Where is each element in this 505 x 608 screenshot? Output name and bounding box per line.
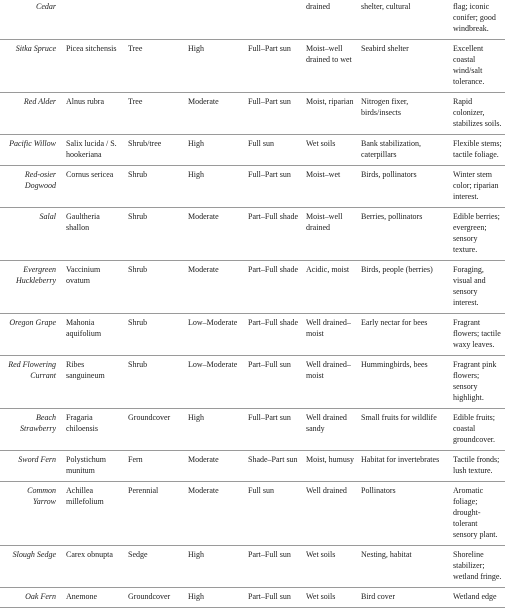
scientific-text: Carex obnupta xyxy=(66,550,113,559)
name-text: Salal xyxy=(39,212,56,221)
scientific-text: Picea sitchensis xyxy=(66,44,117,53)
cell-light xyxy=(244,40,302,93)
cell-name xyxy=(0,0,62,40)
water-text: High xyxy=(188,44,204,53)
scientific-text: Polystichum munitum xyxy=(66,455,107,475)
notes-text: Edible fruits; coastal groundcover. xyxy=(453,413,495,444)
value-text: Hummingbirds, bees xyxy=(361,360,428,369)
scientific-text: Mahonia aquifolium xyxy=(66,318,102,338)
water-text: Low–Moderate xyxy=(188,318,238,327)
notes-text: Edible berries; evergreen; sensory texture. xyxy=(453,212,500,254)
cell-water xyxy=(184,208,244,261)
cell-form xyxy=(124,409,184,451)
cell-light xyxy=(244,166,302,208)
cell-form xyxy=(124,40,184,93)
soil-text: Acidic, moist xyxy=(306,265,350,274)
cell-light xyxy=(244,314,302,356)
notes-text: Flexible stems; tactile foliage. xyxy=(453,139,502,159)
notes-text: Rapid colonizer, stabilizes soils. xyxy=(453,97,502,128)
soil-text: Moist–well drained to wet xyxy=(306,44,352,64)
cell-form xyxy=(124,356,184,409)
cell-soil xyxy=(302,40,357,93)
scientific-text: Ribes sanguineum xyxy=(66,360,105,380)
soil-text: Well drained–moist xyxy=(306,360,351,380)
cell-name xyxy=(0,261,62,314)
value-text: Seabird shelter xyxy=(361,44,409,53)
name-text: Sword Fern xyxy=(18,455,56,464)
cell-scientific xyxy=(62,135,124,166)
cell-water xyxy=(184,40,244,93)
form-text: Tree xyxy=(128,97,143,106)
value-text: Habitat for invertebrates xyxy=(361,455,440,464)
table-row xyxy=(0,135,505,166)
cell-value xyxy=(357,261,449,314)
scientific-text: Alnus rubra xyxy=(66,97,104,106)
table-row xyxy=(0,546,505,588)
table-row xyxy=(0,451,505,482)
cell-scientific xyxy=(62,409,124,451)
cell-soil xyxy=(302,261,357,314)
name-text: Cedar xyxy=(36,2,56,11)
cell-soil xyxy=(302,356,357,409)
cell-light xyxy=(244,135,302,166)
cell-value xyxy=(357,451,449,482)
notes-text: Excellent coastal wind/salt tolerance. xyxy=(453,44,485,86)
table-row xyxy=(0,314,505,356)
table-row xyxy=(0,482,505,546)
value-text: Bank stabilization, caterpillars xyxy=(361,139,421,159)
soil-text: Well drained sandy xyxy=(306,413,347,433)
cell-value xyxy=(357,40,449,93)
scientific-text: Anemone xyxy=(66,592,98,601)
cell-notes xyxy=(449,208,505,261)
notes-text: Wetland edge xyxy=(453,592,497,601)
light-text: Part–Full shade xyxy=(248,212,298,221)
water-text: Moderate xyxy=(188,486,219,495)
cell-name xyxy=(0,166,62,208)
cell-name xyxy=(0,451,62,482)
cell-light xyxy=(244,482,302,546)
value-text: Birds, pollinators xyxy=(361,170,417,179)
name-text: Common Yarrow xyxy=(27,486,56,506)
cell-name xyxy=(0,93,62,135)
cell-soil xyxy=(302,0,357,40)
light-text: Part–Full shade xyxy=(248,265,298,274)
soil-text: Wet soils xyxy=(306,139,336,148)
cell-scientific xyxy=(62,40,124,93)
name-text: Red Flowering Currant xyxy=(8,360,56,380)
soil-text: Wet soils xyxy=(306,592,336,601)
scientific-text: Achillea millefolium xyxy=(66,486,104,506)
cell-soil xyxy=(302,135,357,166)
cell-water xyxy=(184,356,244,409)
cell-value xyxy=(357,588,449,608)
soil-text: Moist–well drained xyxy=(306,212,343,232)
cell-notes xyxy=(449,40,505,93)
water-text: High xyxy=(188,139,204,148)
light-text: Part–Full shade xyxy=(248,318,298,327)
notes-text: Fragrant pink flowers; sensory highlight. xyxy=(453,360,497,402)
water-text: High xyxy=(188,170,204,179)
cell-form xyxy=(124,588,184,608)
cell-soil xyxy=(302,451,357,482)
cell-notes xyxy=(449,409,505,451)
notes-text: Fragrant flowers; tactile waxy leaves. xyxy=(453,318,501,349)
cell-notes xyxy=(449,0,505,40)
cell-form xyxy=(124,135,184,166)
name-text: Slough Sedge xyxy=(12,550,56,559)
cell-name xyxy=(0,40,62,93)
value-text: Berries, pollinators xyxy=(361,212,423,221)
water-text: High xyxy=(188,550,204,559)
cell-form xyxy=(124,0,184,40)
cell-form xyxy=(124,451,184,482)
cell-water xyxy=(184,588,244,608)
cell-light xyxy=(244,208,302,261)
cell-water xyxy=(184,93,244,135)
cell-soil xyxy=(302,208,357,261)
notes-text: Winter stem color; riparian interest. xyxy=(453,170,499,201)
light-text: Part–Full sun xyxy=(248,360,291,369)
form-text: Shrub xyxy=(128,265,148,274)
light-text: Full sun xyxy=(248,486,275,495)
cell-name xyxy=(0,546,62,588)
form-text: Tree xyxy=(128,44,143,53)
cell-name xyxy=(0,356,62,409)
value-text: Pollinators xyxy=(361,486,396,495)
table-row xyxy=(0,356,505,409)
cell-notes xyxy=(449,451,505,482)
form-text: Fern xyxy=(128,455,143,464)
cell-scientific xyxy=(62,261,124,314)
soil-text: Wet soils xyxy=(306,550,336,559)
cell-value xyxy=(357,546,449,588)
water-text: High xyxy=(188,592,204,601)
soil-text: Moist, riparian xyxy=(306,97,354,106)
light-text: Part–Full sun xyxy=(248,550,291,559)
cell-scientific xyxy=(62,166,124,208)
soil-text: drained xyxy=(306,2,330,11)
cell-scientific xyxy=(62,93,124,135)
light-text: Part–Full sun xyxy=(248,592,291,601)
form-text: Perennial xyxy=(128,486,159,495)
cell-water xyxy=(184,482,244,546)
cell-soil xyxy=(302,409,357,451)
cell-form xyxy=(124,166,184,208)
table-row xyxy=(0,409,505,451)
cell-soil xyxy=(302,93,357,135)
notes-text: Shoreline stabilizer; wetland fringe. xyxy=(453,550,502,581)
value-text: Nitrogen fixer, birds/insects xyxy=(361,97,409,117)
cell-scientific xyxy=(62,314,124,356)
cell-value xyxy=(357,0,449,40)
notes-text: Foraging, visual and sensory interest. xyxy=(453,265,486,307)
light-text: Full sun xyxy=(248,139,275,148)
cell-light xyxy=(244,261,302,314)
cell-scientific xyxy=(62,208,124,261)
light-text: Shade–Part sun xyxy=(248,455,298,464)
soil-text: Well drained xyxy=(306,486,347,495)
scientific-text: Vaccinium ovatum xyxy=(66,265,101,285)
cell-water xyxy=(184,546,244,588)
name-text: Sitka Spruce xyxy=(15,44,56,53)
cell-notes xyxy=(449,356,505,409)
value-text: Bird cover xyxy=(361,592,395,601)
name-text: Red-osier Dogwood xyxy=(24,170,56,190)
cell-light xyxy=(244,588,302,608)
table-row xyxy=(0,261,505,314)
table-row xyxy=(0,93,505,135)
scientific-text: Fragaria chiloensis xyxy=(66,413,98,433)
cell-light xyxy=(244,93,302,135)
water-text: Moderate xyxy=(188,97,219,106)
cell-scientific xyxy=(62,588,124,608)
light-text: Full–Part sun xyxy=(248,44,291,53)
notes-text: Tactile fronds; lush texture. xyxy=(453,455,500,475)
notes-text: flag; iconic conifer; good windbreak. xyxy=(453,2,496,33)
cell-name xyxy=(0,135,62,166)
form-text: Groundcover xyxy=(128,413,171,422)
value-text: Small fruits for wildlife xyxy=(361,413,437,422)
table-row xyxy=(0,166,505,208)
name-text: Red Alder xyxy=(23,97,56,106)
water-text: High xyxy=(188,413,204,422)
soil-text: Well drained–moist xyxy=(306,318,351,338)
cell-water xyxy=(184,135,244,166)
soil-text: Moist–wet xyxy=(306,170,341,179)
cell-water xyxy=(184,0,244,40)
name-text: Beach Strawberry xyxy=(20,413,56,433)
cell-notes xyxy=(449,135,505,166)
name-text: Oregon Grape xyxy=(9,318,56,327)
water-text: Low–Moderate xyxy=(188,360,238,369)
cell-name xyxy=(0,314,62,356)
cell-notes xyxy=(449,166,505,208)
cell-value xyxy=(357,93,449,135)
form-text: Shrub xyxy=(128,170,148,179)
form-text: Shrub xyxy=(128,318,148,327)
value-text: Nesting, habitat xyxy=(361,550,412,559)
notes-text: Aromatic foliage; drought-tolerant sensory plant. xyxy=(453,486,498,539)
cell-soil xyxy=(302,546,357,588)
cell-scientific xyxy=(62,0,124,40)
water-text: Moderate xyxy=(188,455,219,464)
form-text: Sedge xyxy=(128,550,148,559)
cell-notes xyxy=(449,588,505,608)
cell-light xyxy=(244,0,302,40)
scientific-text: Gaultheria shallon xyxy=(66,212,100,232)
cell-light xyxy=(244,356,302,409)
cell-water xyxy=(184,314,244,356)
value-text: Early nectar for bees xyxy=(361,318,428,327)
cell-light xyxy=(244,451,302,482)
cell-notes xyxy=(449,314,505,356)
name-text: Oak Fern xyxy=(25,592,56,601)
cell-scientific xyxy=(62,451,124,482)
cell-scientific xyxy=(62,482,124,546)
cell-notes xyxy=(449,482,505,546)
value-text: shelter, cultural xyxy=(361,2,411,11)
cell-scientific xyxy=(62,356,124,409)
name-text: Evergreen Huckleberry xyxy=(16,265,56,285)
cell-value xyxy=(357,356,449,409)
form-text: Groundcover xyxy=(128,592,171,601)
form-text: Shrub xyxy=(128,212,148,221)
cell-form xyxy=(124,208,184,261)
water-text: Moderate xyxy=(188,212,219,221)
cell-form xyxy=(124,482,184,546)
cell-value xyxy=(357,166,449,208)
cell-form xyxy=(124,93,184,135)
cell-scientific xyxy=(62,546,124,588)
scientific-text: Salix lucida / S. hookeriana xyxy=(66,139,117,159)
cell-water xyxy=(184,166,244,208)
cell-soil xyxy=(302,588,357,608)
scientific-text: Cornus sericea xyxy=(66,170,114,179)
cell-name xyxy=(0,482,62,546)
cell-form xyxy=(124,261,184,314)
cell-notes xyxy=(449,546,505,588)
cell-value xyxy=(357,314,449,356)
soil-text: Moist, humusy xyxy=(306,455,355,464)
cell-water xyxy=(184,409,244,451)
cell-form xyxy=(124,546,184,588)
water-text: Moderate xyxy=(188,265,219,274)
cell-soil xyxy=(302,314,357,356)
cell-light xyxy=(244,409,302,451)
cell-value xyxy=(357,208,449,261)
cell-notes xyxy=(449,261,505,314)
table-row xyxy=(0,588,505,608)
name-text: Pacific Willow xyxy=(9,139,56,148)
table-row xyxy=(0,40,505,93)
cell-form xyxy=(124,314,184,356)
form-text: Shrub/tree xyxy=(128,139,162,148)
light-text: Full–Part sun xyxy=(248,413,291,422)
form-text: Shrub xyxy=(128,360,148,369)
light-text: Full–Part sun xyxy=(248,170,291,179)
table-row xyxy=(0,208,505,261)
value-text: Birds, people (berries) xyxy=(361,265,433,274)
cell-value xyxy=(357,409,449,451)
table-row xyxy=(0,0,505,40)
cell-name xyxy=(0,588,62,608)
cell-notes xyxy=(449,93,505,135)
cell-name xyxy=(0,409,62,451)
cell-value xyxy=(357,482,449,546)
cell-value xyxy=(357,135,449,166)
cell-water xyxy=(184,261,244,314)
light-text: Full–Part sun xyxy=(248,97,291,106)
cell-soil xyxy=(302,482,357,546)
cell-soil xyxy=(302,166,357,208)
cell-name xyxy=(0,208,62,261)
cell-water xyxy=(184,451,244,482)
cell-light xyxy=(244,546,302,588)
